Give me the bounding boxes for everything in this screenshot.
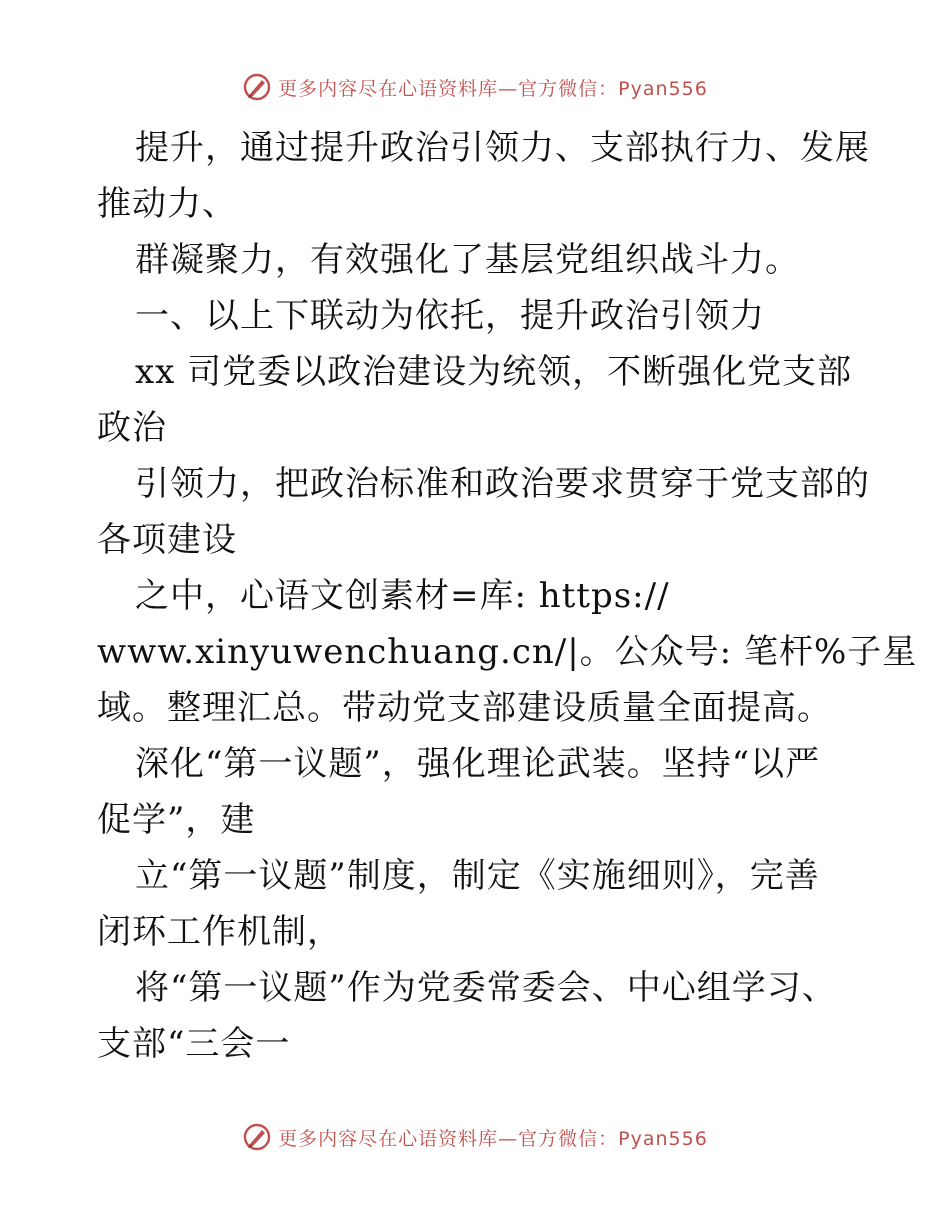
text-line: 引领力，把政治标准和政治要求贯穿于党支部的 (135, 464, 870, 504)
text-line: 群凝聚力，有效强化了基层党组织战斗力。 (135, 240, 800, 280)
text-line: www.xinyuwenchuang.cn/|。公众号: 笔杆%子星 (97, 632, 918, 672)
text-line: 提升，通过提升政治引领力、支部执行力、发展 (135, 128, 870, 168)
document-body (97, 120, 918, 1072)
text-line: 域。整理汇总。带动党支部建设质量全面提高。 (97, 688, 832, 728)
text-line: 促学”，建 (97, 800, 256, 840)
text-line: xx 司党委以政治建设为统领，不断强化党支部 (135, 352, 853, 392)
pen-logo-icon (242, 1122, 272, 1152)
text-line: 立“第一议题”制度，制定《实施细则》，完善 (135, 856, 820, 896)
text-line: 之中，心语文创素材=库: https:// (135, 576, 670, 616)
text-line: 闭环工作机制， (97, 912, 342, 952)
text-line: 推动力、 (97, 184, 237, 224)
pen-logo-icon (242, 72, 272, 102)
text-line: 一、以上下联动为依托，提升政治引领力 (135, 296, 765, 336)
text-line: 支部“三会一 (97, 1024, 291, 1064)
text-line: 将“第一议题”作为党委常委会、中心组学习、 (135, 968, 837, 1008)
watermark-text: 更多内容尽在心语资料库—官方微信：Pyan556 (278, 1127, 708, 1150)
footer-watermark (0, 1122, 950, 1152)
watermark-text: 更多内容尽在心语资料库—官方微信：Pyan556 (278, 77, 708, 100)
text-line: 政治 (97, 408, 167, 448)
text-line: 深化“第一议题”，强化理论武装。坚持“以严 (135, 744, 821, 784)
text-line: 各项建设 (97, 520, 237, 560)
header-watermark (0, 72, 950, 102)
